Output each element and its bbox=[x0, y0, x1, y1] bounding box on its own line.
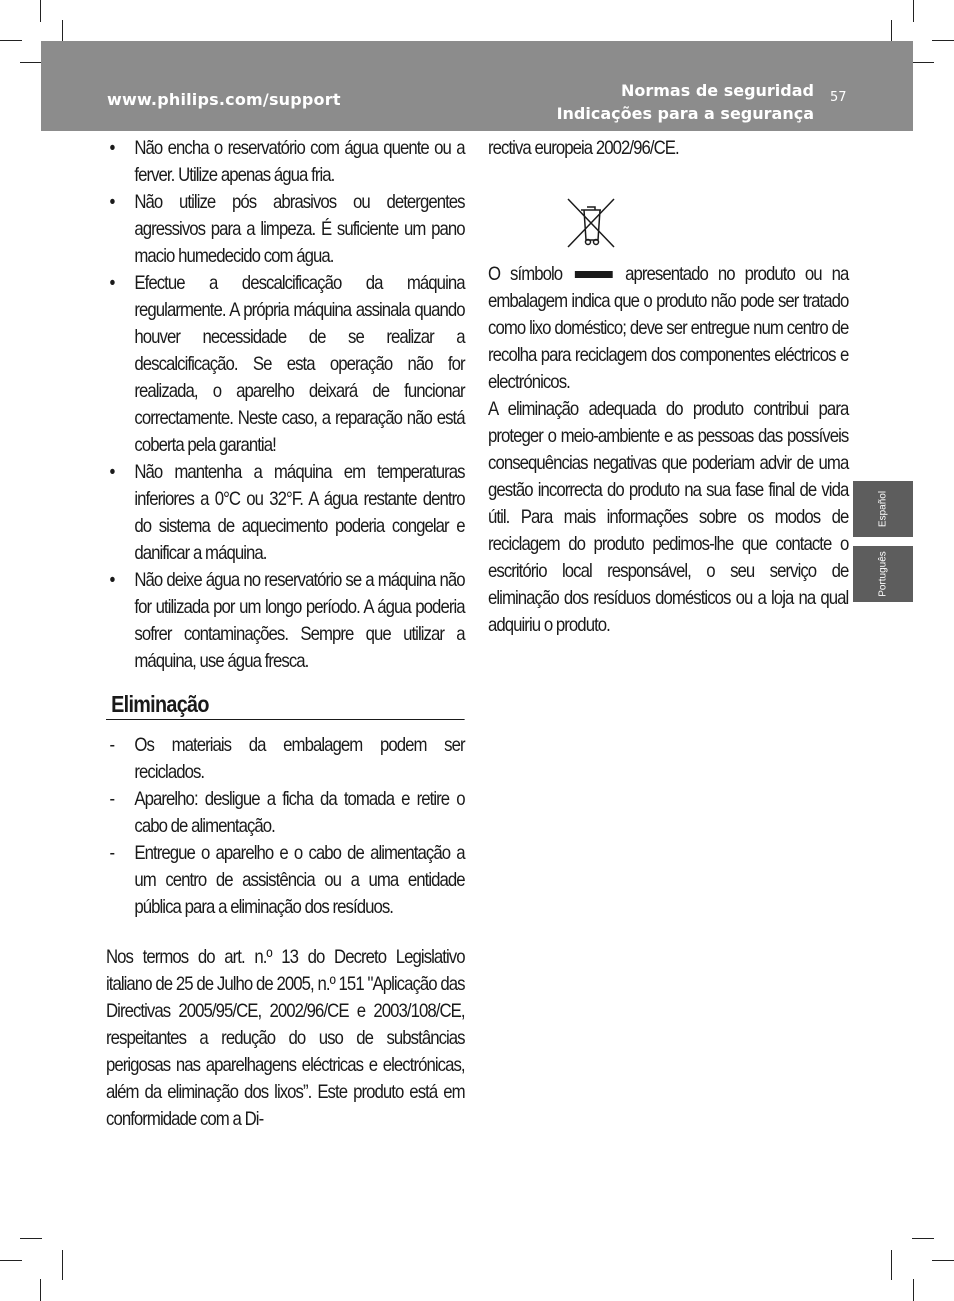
crop-mark bbox=[912, 62, 934, 63]
list-item: • Não encha o reservatório com água quente ou a ferver. Utilize apenas água fria. bbox=[109, 137, 465, 186]
crop-mark bbox=[891, 20, 892, 42]
tab-portugues-label: Português bbox=[877, 551, 889, 597]
tab-portugues[interactable] bbox=[853, 546, 913, 602]
right-column bbox=[488, 135, 848, 639]
header-title-es: Normas de seguridad bbox=[620, 81, 814, 100]
crop-mark bbox=[891, 1250, 892, 1280]
list-item: • Efectue a descalcificação da máquina regularmente. A própria máquina assinala quando houver necessidade de se realizar a descalcificação. Se esta operação não for realizada, o aparelho deixará de funcionar correctamente. Neste caso, a reparação não está coberta pela garantia! bbox=[109, 272, 465, 456]
header-titles bbox=[557, 79, 814, 125]
symbol-paragraph: O símbolo apresentado no produto ou na embalagem indica que o produto não pode ser tratado como lixo doméstico; deve ser entregue num centro de recolha para reciclagem dos componentes eléctricos e electrónicos. bbox=[488, 263, 849, 393]
list-item: - Aparelho: desligue a ficha da tomada e retire o cabo de alimentação. bbox=[109, 788, 465, 837]
crop-mark bbox=[0, 40, 22, 41]
decree-continuation: rectiva europeia 2002/96/CE. bbox=[488, 137, 679, 159]
list-item: • Não utilize pós abrasivos ou detergentes agressivos para a limpeza. É suficiente um pano macio humedecido com água. bbox=[109, 191, 465, 267]
crop-mark bbox=[932, 1260, 954, 1261]
list-item: • Não deixe água no reservatório se a máquina não for utilizada por um longo período. A água poderia sofrer contaminações. Sempre que utilizar a máquina, use água fresca. bbox=[109, 569, 465, 672]
crop-mark bbox=[932, 40, 954, 41]
crop-mark bbox=[40, 1279, 41, 1301]
weee-bar-icon bbox=[575, 271, 613, 278]
crop-mark bbox=[913, 1279, 914, 1301]
section-title: Eliminação bbox=[106, 691, 465, 720]
crossed-bin-icon bbox=[567, 198, 615, 248]
crop-mark bbox=[20, 62, 42, 63]
crop-mark bbox=[0, 1260, 22, 1261]
crop-mark bbox=[20, 1238, 42, 1239]
left-column bbox=[106, 135, 465, 1133]
tab-espanol[interactable] bbox=[853, 481, 913, 537]
header-title-pt: Indicações para a segurança bbox=[556, 104, 814, 123]
crop-mark bbox=[40, 0, 41, 22]
decree-paragraph: Nos termos do art. n.º 13 do Decreto Legislativo italiano de 25 de Julho de 2005, n.º 151 "Aplicação das Directivas 2005/95/CE, 2002/96/CE e 2003/108/CE, respeitantes a redução do uso de substâncias perigosas nas aparelhagens eléctricas e electrónicas, além da eliminação dos lixos”. Este produto está em conformidade com a Di- bbox=[106, 946, 465, 1130]
crop-mark bbox=[62, 1250, 63, 1280]
crop-mark bbox=[912, 1238, 934, 1239]
list-item: - Entregue o aparelho e o cabo de alimentação a um centro de assistência ou a uma entidade pública para a eliminação dos resíduos. bbox=[109, 842, 465, 918]
page-header bbox=[41, 41, 913, 131]
crop-mark bbox=[62, 20, 63, 42]
crop-mark bbox=[913, 0, 914, 22]
support-link[interactable]: www.philips.com/support bbox=[107, 90, 341, 109]
page-number: 57 bbox=[830, 90, 847, 105]
disposal-paragraph: A eliminação adequada do produto contribui para proteger o meio-ambiente e as pessoas das possíveis consequências negativas que poderiam advir de uma gestão incorrecta do produto na sua fase final de vida útil. Para mais informações sobre os modos de reciclagem do produto pedimos-lhe que contacte o escritório local responsável, o seu serviço de eliminação dos resíduos domésticos ou a loja na qual adquiriu o produto. bbox=[488, 398, 849, 636]
tab-espanol-label: Español bbox=[877, 490, 889, 528]
list-item: • Não mantenha a máquina em temperaturas inferiores a 0°C ou 32°F. A água restante dentro do sistema de aquecimento poderia congelar e danificar a máquina. bbox=[109, 461, 465, 564]
list-item: - Os materiais da embalagem podem ser reciclados. bbox=[109, 734, 465, 783]
